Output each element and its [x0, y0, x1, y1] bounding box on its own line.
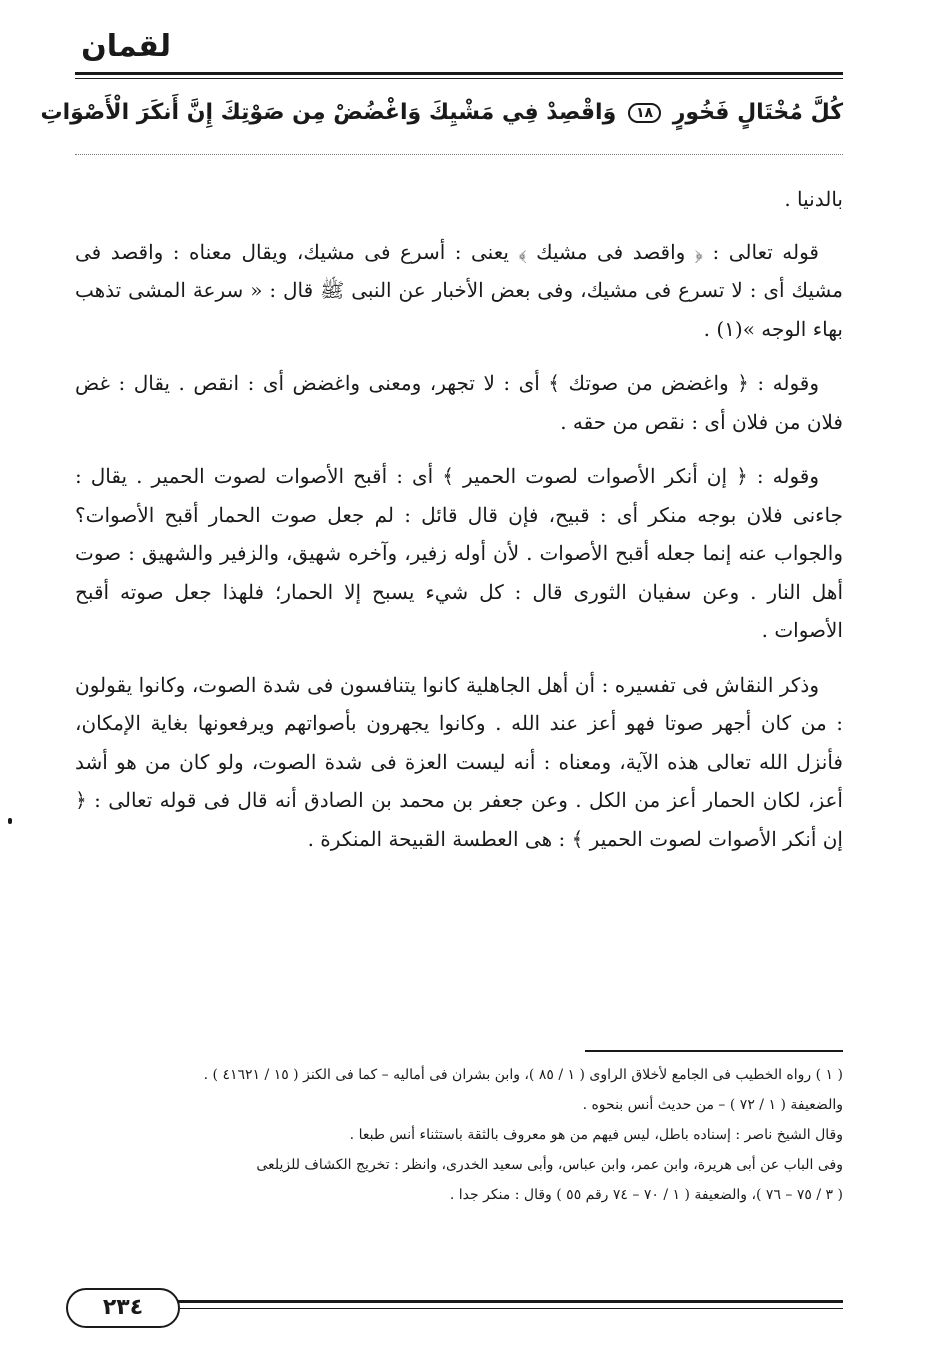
footnote-1: ( ١ ) رواه الخطيب فى الجامع لأخلاق الراوى ( ١ / ٨٥ )، وابن بشران فى أماليه – كما فى الكنز ( ١٥ / ٤١٦٢١ ) .: [203, 1067, 843, 1083]
paragraph-3: وقوله : ﴿ إن أنكر الأصوات لصوت الحمير ﴾ أى : أقبح الأصوات لصوت الحمير . يقال : جاءنى فلان بوجه منكر أى : قبيح، فإن قال قائل : لم جعل صوت الحمار أقبح الأصوات؟ والجواب عنه إنما جعله أقبح الأصوات . لأن أوله زفير، وآخره شهيق، والزفير والشهيق : صوت أهل النار . وعن سفيان الثورى قال : كل شيء يسبح إلا الحمار؛ فلهذا جعل صوته أقبح الأصوات .: [75, 464, 843, 642]
scan-mark: [8, 818, 12, 824]
footnote-line-5: ( ٣ / ٧٥ – ٧٦ )، والضعيفة ( ١ / ٧٠ – ٧٤ رقم ٥٥ ) وقال : منكر جدا .: [449, 1187, 843, 1203]
footer-rule-top: [75, 1300, 843, 1303]
paragraph-4: وذكر النقاش فى تفسيره : أن أهل الجاهلية كانوا يتنافسون فى شدة الصوت، وكانوا يقولون : من كان أجهر صوتا فهو أعز عند الله . وكانوا يجهرون بأصواتهم ويرفعونها بغاية الإمكان، فأنزل الله تعالى هذه الآية، ومعناه : أنه ليست العزة فى شدة الصوت، ولو كان من هو أشد أعز، لكان الحمار أعز من الكل . وعن جعفر بن محمد بن الصادق أنه قال فى قوله تعالى : ﴿ إن أنكر الأصوات لصوت الحمير ﴾ : هى العطسة القبيحة المنكرة .: [75, 672, 843, 851]
surah-name-header: لقمان: [81, 29, 171, 64]
paragraph-0: بالدنيا .: [784, 187, 843, 211]
footnote-line-3: وقال الشيخ ناصر : إسناده باطل، ليس فيهم من هو معروف بالثقة باستثناء أنس طبعا .: [349, 1127, 843, 1143]
footnotes: [75, 1060, 843, 1210]
footnote-line-4: وفى الباب عن أبى هريرة، وابن عمر، وابن عباس، وأبى سعيد الخدرى، وانظر : تخريج الكشاف للزيلعى: [256, 1157, 843, 1173]
page-number: ٢٣٤: [66, 1288, 180, 1328]
verse-text-part1: كُلَّ مُخْتَالٍ فَخُورٍ: [672, 100, 843, 125]
paragraph-2: وقوله : ﴿ واغضض من صوتك ﴾ أى : لا تجهر، ومعنى واغضض أى : انقص . يقال : غض فلان من فلان أى : نقص من حقه .: [75, 371, 843, 434]
header-rule-bottom: [75, 78, 843, 79]
commentary-body: [75, 180, 843, 874]
ayah-number-mark: ١٨: [628, 103, 661, 123]
footnote-separator: [585, 1050, 843, 1052]
paragraph-1: قوله تعالى : ﴿ واقصد فى مشيك ﴾ يعنى : أسرع فى مشيك، ويقال معناه : واقصد فى مشيك أى : لا تسرع فى مشيك، وفى بعض الأخبار عن النبى ﷺ قال : « سرعة المشى تذهب بهاء الوجه »(١) .: [75, 239, 843, 341]
quran-verse-header: [40, 88, 843, 138]
verse-text-part2: وَاقْصِدْ فِي مَشْيِكَ وَاغْضُضْ مِن صَوْتِكَ إِنَّ أَنكَرَ الْأَصْوَاتِ: [40, 100, 617, 125]
footer-rule-bottom: [75, 1308, 843, 1309]
header-rule-top: [75, 72, 843, 75]
footnote-line-2: والضعيفة ( ١ / ٧٢ ) – من حديث أنس بنحوه .: [582, 1097, 843, 1113]
verse-separator: [75, 154, 843, 155]
